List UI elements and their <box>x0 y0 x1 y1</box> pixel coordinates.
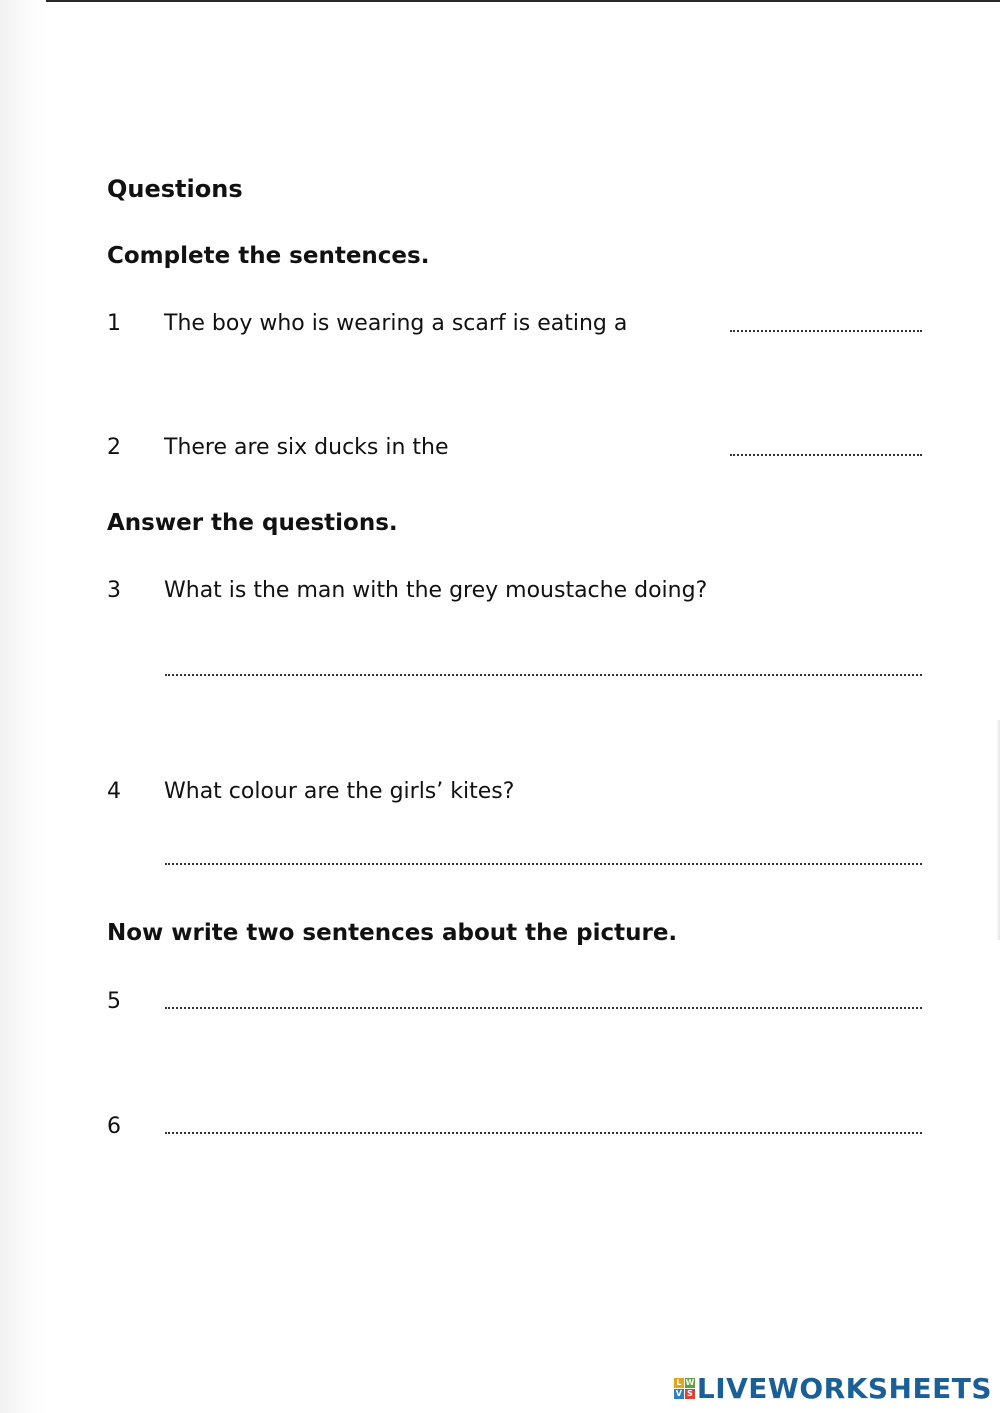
question-text: There are six ducks in the <box>164 435 449 460</box>
part-c-instruction: Now write two sentences about the picture. <box>107 920 678 946</box>
part-a-instruction: Complete the sentences. <box>107 243 430 269</box>
liveworksheets-icon: L W V S <box>675 1378 695 1398</box>
section-title: Questions <box>107 175 243 203</box>
answer-input-6[interactable] <box>165 1106 922 1134</box>
question-number: 2 <box>107 435 121 460</box>
watermark-text: LIVEWORKSHEETS <box>696 1372 992 1405</box>
answer-input-1[interactable] <box>730 305 922 333</box>
answer-input-3[interactable] <box>165 648 922 676</box>
question-number: 6 <box>107 1114 121 1139</box>
question-text: What is the man with the grey moustache doing? <box>164 578 708 603</box>
scan-left-shadow <box>0 0 46 1413</box>
scan-right-shadow <box>996 720 1000 940</box>
question-number: 3 <box>107 578 121 603</box>
scan-top-edge <box>0 0 1000 2</box>
question-number: 1 <box>107 311 121 336</box>
question-text: What colour are the girls’ kites? <box>164 779 515 804</box>
part-b-instruction: Answer the questions. <box>107 510 398 536</box>
question-number: 5 <box>107 989 121 1014</box>
answer-input-5[interactable] <box>165 981 922 1009</box>
question-number: 4 <box>107 779 121 804</box>
answer-input-4[interactable] <box>165 837 922 865</box>
question-text: The boy who is wearing a scarf is eating a <box>164 311 628 336</box>
answer-input-2[interactable] <box>730 429 922 457</box>
liveworksheets-logo <box>674 1372 992 1405</box>
